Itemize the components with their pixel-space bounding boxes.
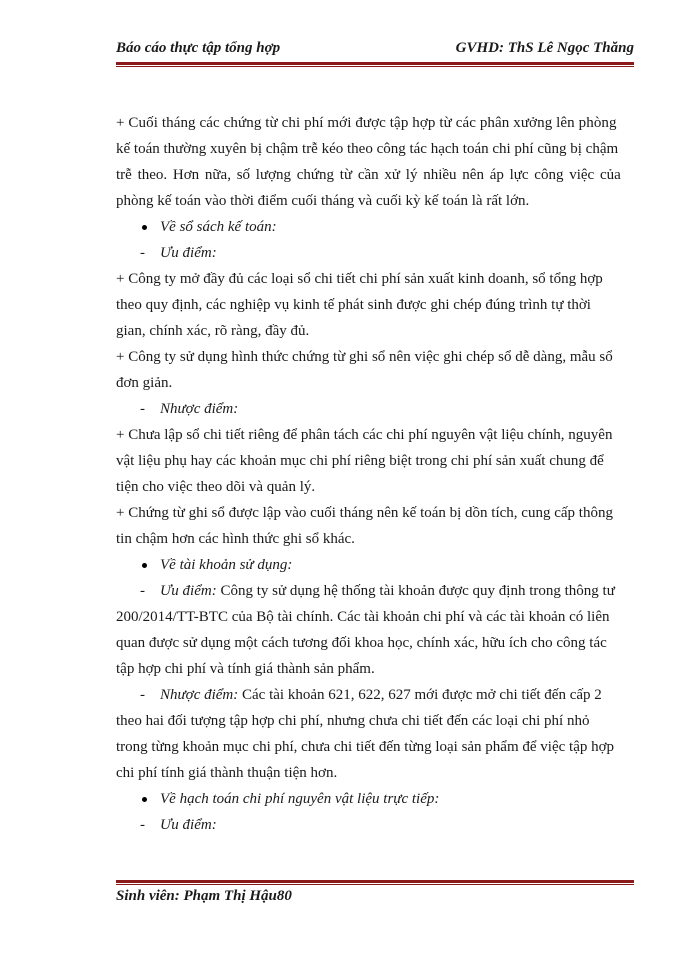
- dash-heading: - Nhược điểm:: [140, 401, 239, 417]
- dash-heading: - Ưu điểm:: [140, 245, 217, 261]
- text-line: theo quy định, các nghiệp vụ kinh tế phát sinh được ghi chép đúng trình tự thời: [116, 297, 591, 313]
- text-line: + Công ty mở đầy đủ các loại sổ chi tiết chi phí sản xuất kinh doanh, sổ tổng hợp: [116, 271, 603, 287]
- text-line: vật liệu phụ hay các khoản mục chi phí riêng biệt trong chi phí sản xuất chung để: [116, 453, 604, 469]
- dash-text: Nhược điểm:: [160, 687, 239, 703]
- text-line: kế toán thường xuyên bị chậm trễ kéo theo công tác hạch toán chi phí cũng bị chậm: [116, 141, 619, 157]
- bullet-icon: [142, 225, 147, 230]
- paragraph-7: [116, 682, 634, 786]
- paragraph-1: [116, 110, 634, 214]
- text-line: chi phí tính giá thành thuận tiện hơn.: [116, 765, 338, 781]
- text-line: phòng kế toán vào thời điểm cuối tháng và cuối kỳ kế toán là rất lớn.: [116, 193, 530, 209]
- paragraph-4: [116, 422, 634, 500]
- paragraph-3: [116, 344, 634, 396]
- text-line: gian, chính xác, rõ ràng, đầy đủ.: [116, 323, 310, 339]
- page-body: [116, 110, 634, 838]
- bullet-icon: [142, 797, 147, 802]
- text-line: + Chứng từ ghi sổ được lập vào cuối tháng nên kế toán bị dồn tích, cung cấp thông: [116, 505, 613, 521]
- text-inline: Các tài khoản 621, 622, 627 mới được mở chi tiết đến cấp 2: [242, 687, 602, 703]
- dash-text: Ưu điểm:: [160, 817, 217, 833]
- text-line: - Nhược điểm: Các tài khoản 621, 622, 627 mới được mở chi tiết đến cấp 2: [140, 687, 602, 703]
- dash-text: Ưu điểm:: [160, 245, 217, 261]
- bullet-text: Về tài khoản sử dụng:: [160, 557, 293, 573]
- page-footer: Sinh viên: Phạm Thị Hậu80: [116, 888, 292, 904]
- header-rule: [116, 62, 634, 67]
- bullet-text: Về hạch toán chi phí nguyên vật liệu trực tiếp:: [160, 791, 440, 807]
- text-line: + Công ty sử dụng hình thức chứng từ ghi sổ nên việc ghi chép sổ dễ dàng, mẫu sổ: [116, 349, 613, 365]
- dash-heading: - Ưu điểm:: [140, 817, 217, 833]
- text-line: đơn giản.: [116, 375, 173, 391]
- text-line: trong từng khoản mục chi phí, chưa chi tiết đến từng loại sản phẩm để việc tập hợp: [116, 739, 615, 755]
- text-line: theo hai đối tượng tập hợp chi phí, nhưng chưa chi tiết đến các loại chi phí nhỏ: [116, 713, 590, 729]
- text-line: 200/2014/TT-BTC của Bộ tài chính. Các tài khoản chi phí và các tài khoản có liên: [116, 609, 610, 625]
- text-line: + Chưa lập sổ chi tiết riêng để phân tách các chi phí nguyên vật liệu chính, nguyên: [116, 427, 613, 443]
- bullet-heading: [116, 552, 634, 578]
- report-title: Báo cáo thực tập tổng hợp: [116, 40, 281, 56]
- text-line: trễ theo. Hơn nữa, số lượng chứng từ cần xử lý nhiều nên áp lực công việc của: [116, 167, 621, 183]
- bullet-heading: [116, 786, 634, 812]
- text-line: - Ưu điểm: Công ty sử dụng hệ thống tài khoản được quy định trong thông tư: [140, 583, 615, 599]
- dash-text: Nhược điểm:: [160, 401, 239, 417]
- footer-rule: [116, 880, 634, 885]
- text-line: tin chậm hơn các hình thức ghi sổ khác.: [116, 531, 355, 547]
- page-header: [116, 40, 634, 62]
- text-line: tập hợp chi phí và tính giá thành sản phẩm.: [116, 661, 375, 677]
- bullet-text: Về sổ sách kế toán:: [160, 219, 277, 235]
- text-line: + Cuối tháng các chứng từ chi phí mới được tập hợp từ các phân xưởng lên phòng: [116, 115, 617, 131]
- text-line: quan được sử dụng một cách tương đối khoa học, chính xác, hữu ích cho công tác: [116, 635, 607, 651]
- supervisor: GVHD: ThS Lê Ngọc Thăng: [455, 40, 634, 56]
- paragraph-5: [116, 500, 634, 552]
- bullet-icon: [142, 563, 147, 568]
- paragraph-2: [116, 266, 634, 344]
- text-line: tiện cho việc theo dõi và quản lý.: [116, 479, 316, 495]
- text-inline: Công ty sử dụng hệ thống tài khoản được quy định trong thông tư: [220, 583, 615, 599]
- paragraph-6: [116, 578, 634, 682]
- dash-text: Ưu điểm:: [160, 583, 217, 599]
- bullet-heading: [116, 214, 634, 240]
